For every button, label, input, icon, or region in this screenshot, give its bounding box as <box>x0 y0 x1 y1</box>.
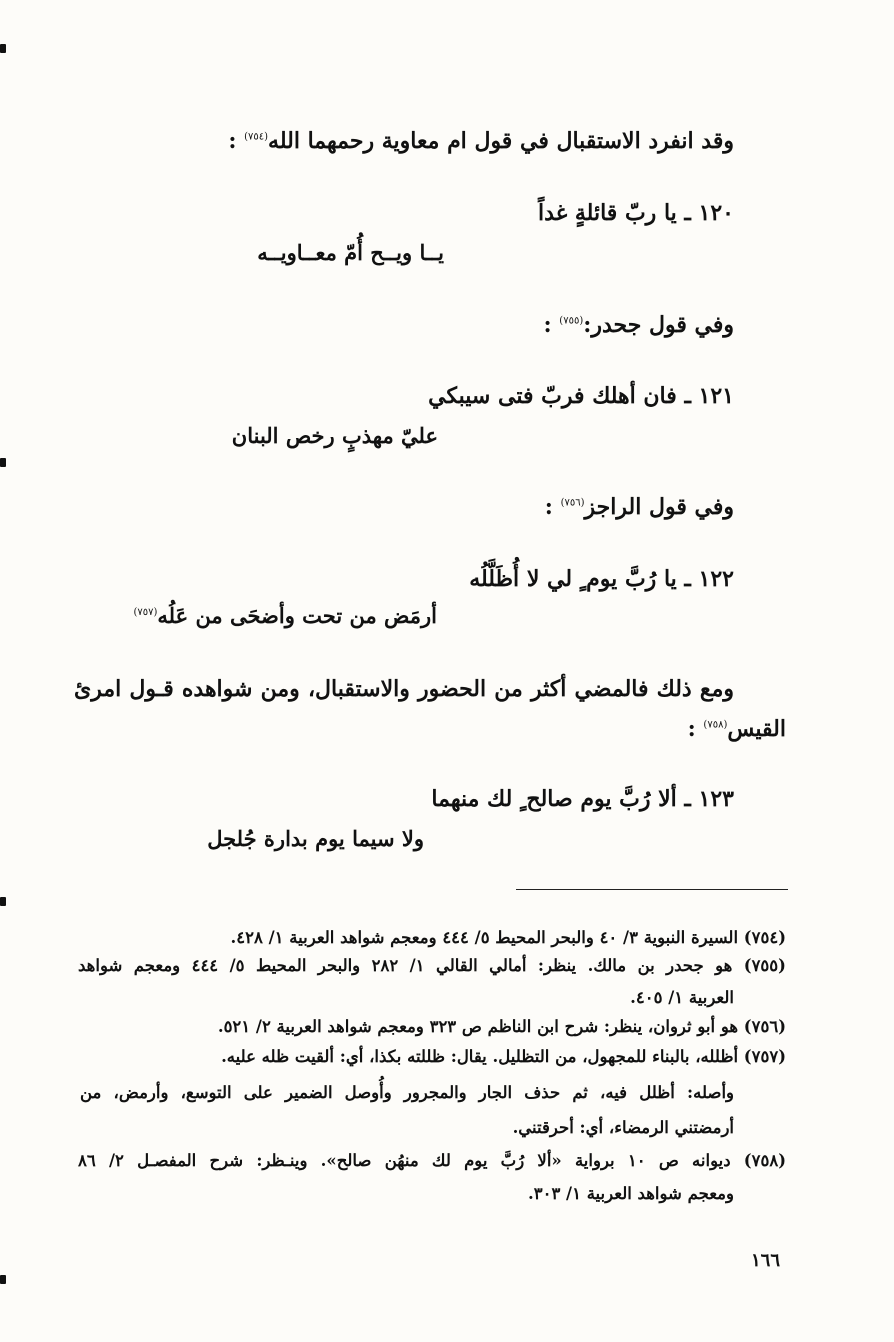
verse-122-second <box>133 603 437 628</box>
footnote-755-line-1: (٧٥٥) هو جحدر بن مالك. ينظر: أمالي القالي ١/ ٢٨٢ والبحر المحيط ٥/ ٤٤٤ ومعجم شواهد <box>78 956 786 975</box>
colon: : <box>228 128 237 154</box>
footnote-758-line-2: ومعجم شواهد العربية ١/ ٣٠٣. <box>527 1184 734 1203</box>
footnote-ref: (٧٥٧) <box>133 607 158 618</box>
scan-edge-mark <box>0 897 6 906</box>
footnote-755-line-2: العربية ١/ ٤٠٥. <box>630 988 734 1007</box>
verse-123-first: ١٢٣ ـ ألا رُبَّ يوم صالح ٍ لك منهما <box>431 786 734 812</box>
footnote-separator <box>516 889 788 890</box>
paragraph-line-1: ومع ذلك فالمضي أكثر من الحضور والاستقبال، ومن شواهده قـول امرئ <box>74 676 734 702</box>
scan-edge-mark <box>0 1275 6 1284</box>
intro-text: وقد انفرد الاستقبال في قول ام معاوية رحمهما الله <box>268 128 734 154</box>
footnote-758-line-1: (٧٥٨) ديوانه ص ١٠ برواية «ألا رُبَّ يوم لك منهُن صالح». وينـظر: شرح المفصـل ٢/ ٨٦ <box>78 1151 786 1170</box>
intro-text: وفي قول الراجز <box>584 494 734 520</box>
paragraph-text: القيس <box>727 716 786 742</box>
intro-text: وفي قول جحدر: <box>583 312 734 338</box>
verse-123-second: ولا سيما يوم بدارة جُلجل <box>207 826 424 851</box>
scan-edge-mark <box>0 458 6 467</box>
footnote-ref: (٧٥٨) <box>703 719 728 731</box>
verse-120-second: يــا ويــح أُمّ معــاويــه <box>257 240 444 265</box>
intro-line-755 <box>544 312 735 338</box>
footnote-ref: (٧٥٤) <box>244 131 269 143</box>
footnote-754: (٧٥٤) السيرة النبوية ٣/ ٤٠ والبحر المحيط ٥/ ٤٤٤ ومعجم شواهد العربية ١/ ٤٢٨. <box>230 928 786 947</box>
verse-121-second: عليّ مهذبٍ رخص البنان <box>231 423 438 448</box>
verse-122-first: ١٢٢ ـ يا رُبَّ يوم ٍ لي لا أُظَلَّلُه <box>469 566 734 592</box>
page-number: ١٦٦ <box>750 1250 780 1271</box>
footnote-756: (٧٥٦) هو أبو ثروان، ينظر: شرح ابن الناظم ص ٣٢٣ ومعجم شواهد العربية ٢/ ٥٢١. <box>217 1017 786 1036</box>
intro-line-756 <box>545 494 734 520</box>
intro-line-754 <box>228 128 734 154</box>
verse-120-first: ١٢٠ ـ يا ربّ قائلةٍ غداً <box>538 200 734 226</box>
footnote-757-line-2: وأصله: أظلل فيه، ثم حذف الجار والمجرور وأُوصل الضمير على التوسع، وأرمض، من <box>80 1083 734 1102</box>
paragraph-line-2 <box>688 716 786 742</box>
verse-121-first: ١٢١ ـ فان أهلك فربّ فتى سيبكي <box>428 383 734 409</box>
footnote-ref: (٧٥٦) <box>560 497 585 509</box>
verse-text: أرمَض من تحت وأضحَى من عَلُه <box>157 603 437 628</box>
colon: : <box>544 494 553 520</box>
footnote-ref: (٧٥٥) <box>559 315 584 327</box>
scan-edge-mark <box>0 44 6 53</box>
colon: : <box>687 716 696 742</box>
footnote-757-line-3: أرمضتني الرمضاء، أي: أحرقتني. <box>512 1118 734 1137</box>
footnote-757-line-1: (٧٥٧) أظلله، بالبناء للمجهول، من التظليل. يقال: ظللته بكذا، أي: ألقيت ظله عليه. <box>221 1047 786 1066</box>
colon: : <box>543 312 552 338</box>
